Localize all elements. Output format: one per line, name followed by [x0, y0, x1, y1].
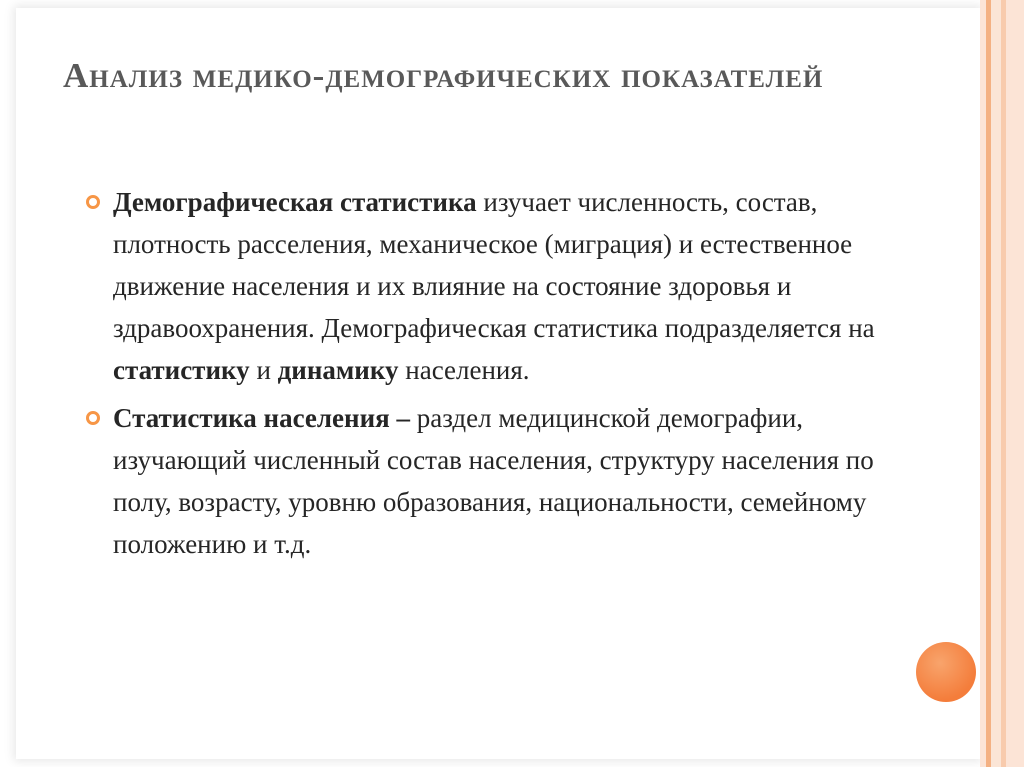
bold-term: динамику: [277, 355, 399, 385]
stripe: [991, 0, 1001, 767]
bullet-item: [113, 181, 883, 391]
bold-term: Статистика населения –: [113, 403, 411, 433]
bullet-text: изучает численность, состав, плотность расселения, механическое (миграция) и естественное движение населения и их влияние на состояние здоровья и здравоохранения. Демографическая статистика подразделяется на: [113, 187, 875, 343]
bullet-ring-icon: [86, 195, 100, 209]
bullet-item: [113, 397, 883, 565]
bullet-ring-icon: [86, 411, 100, 425]
slide-title: Анализ медико-демографических показателей: [63, 56, 824, 95]
bullet-text: раздел медицинской демографии, изучающий численный состав населения, структуру населения по полу, возрасту, уровню образования, национальности, семейному положению и т.д.: [113, 403, 874, 559]
bullet-text: и: [249, 355, 278, 385]
stripe: [1006, 0, 1024, 767]
bullet-list: [113, 181, 883, 571]
bold-term: статистику: [113, 355, 250, 385]
decorative-stripes: [980, 0, 1024, 767]
bullet-text: населения.: [398, 355, 530, 385]
decorative-circle: [916, 642, 976, 702]
bold-term: Демографическая статистика: [113, 187, 477, 217]
